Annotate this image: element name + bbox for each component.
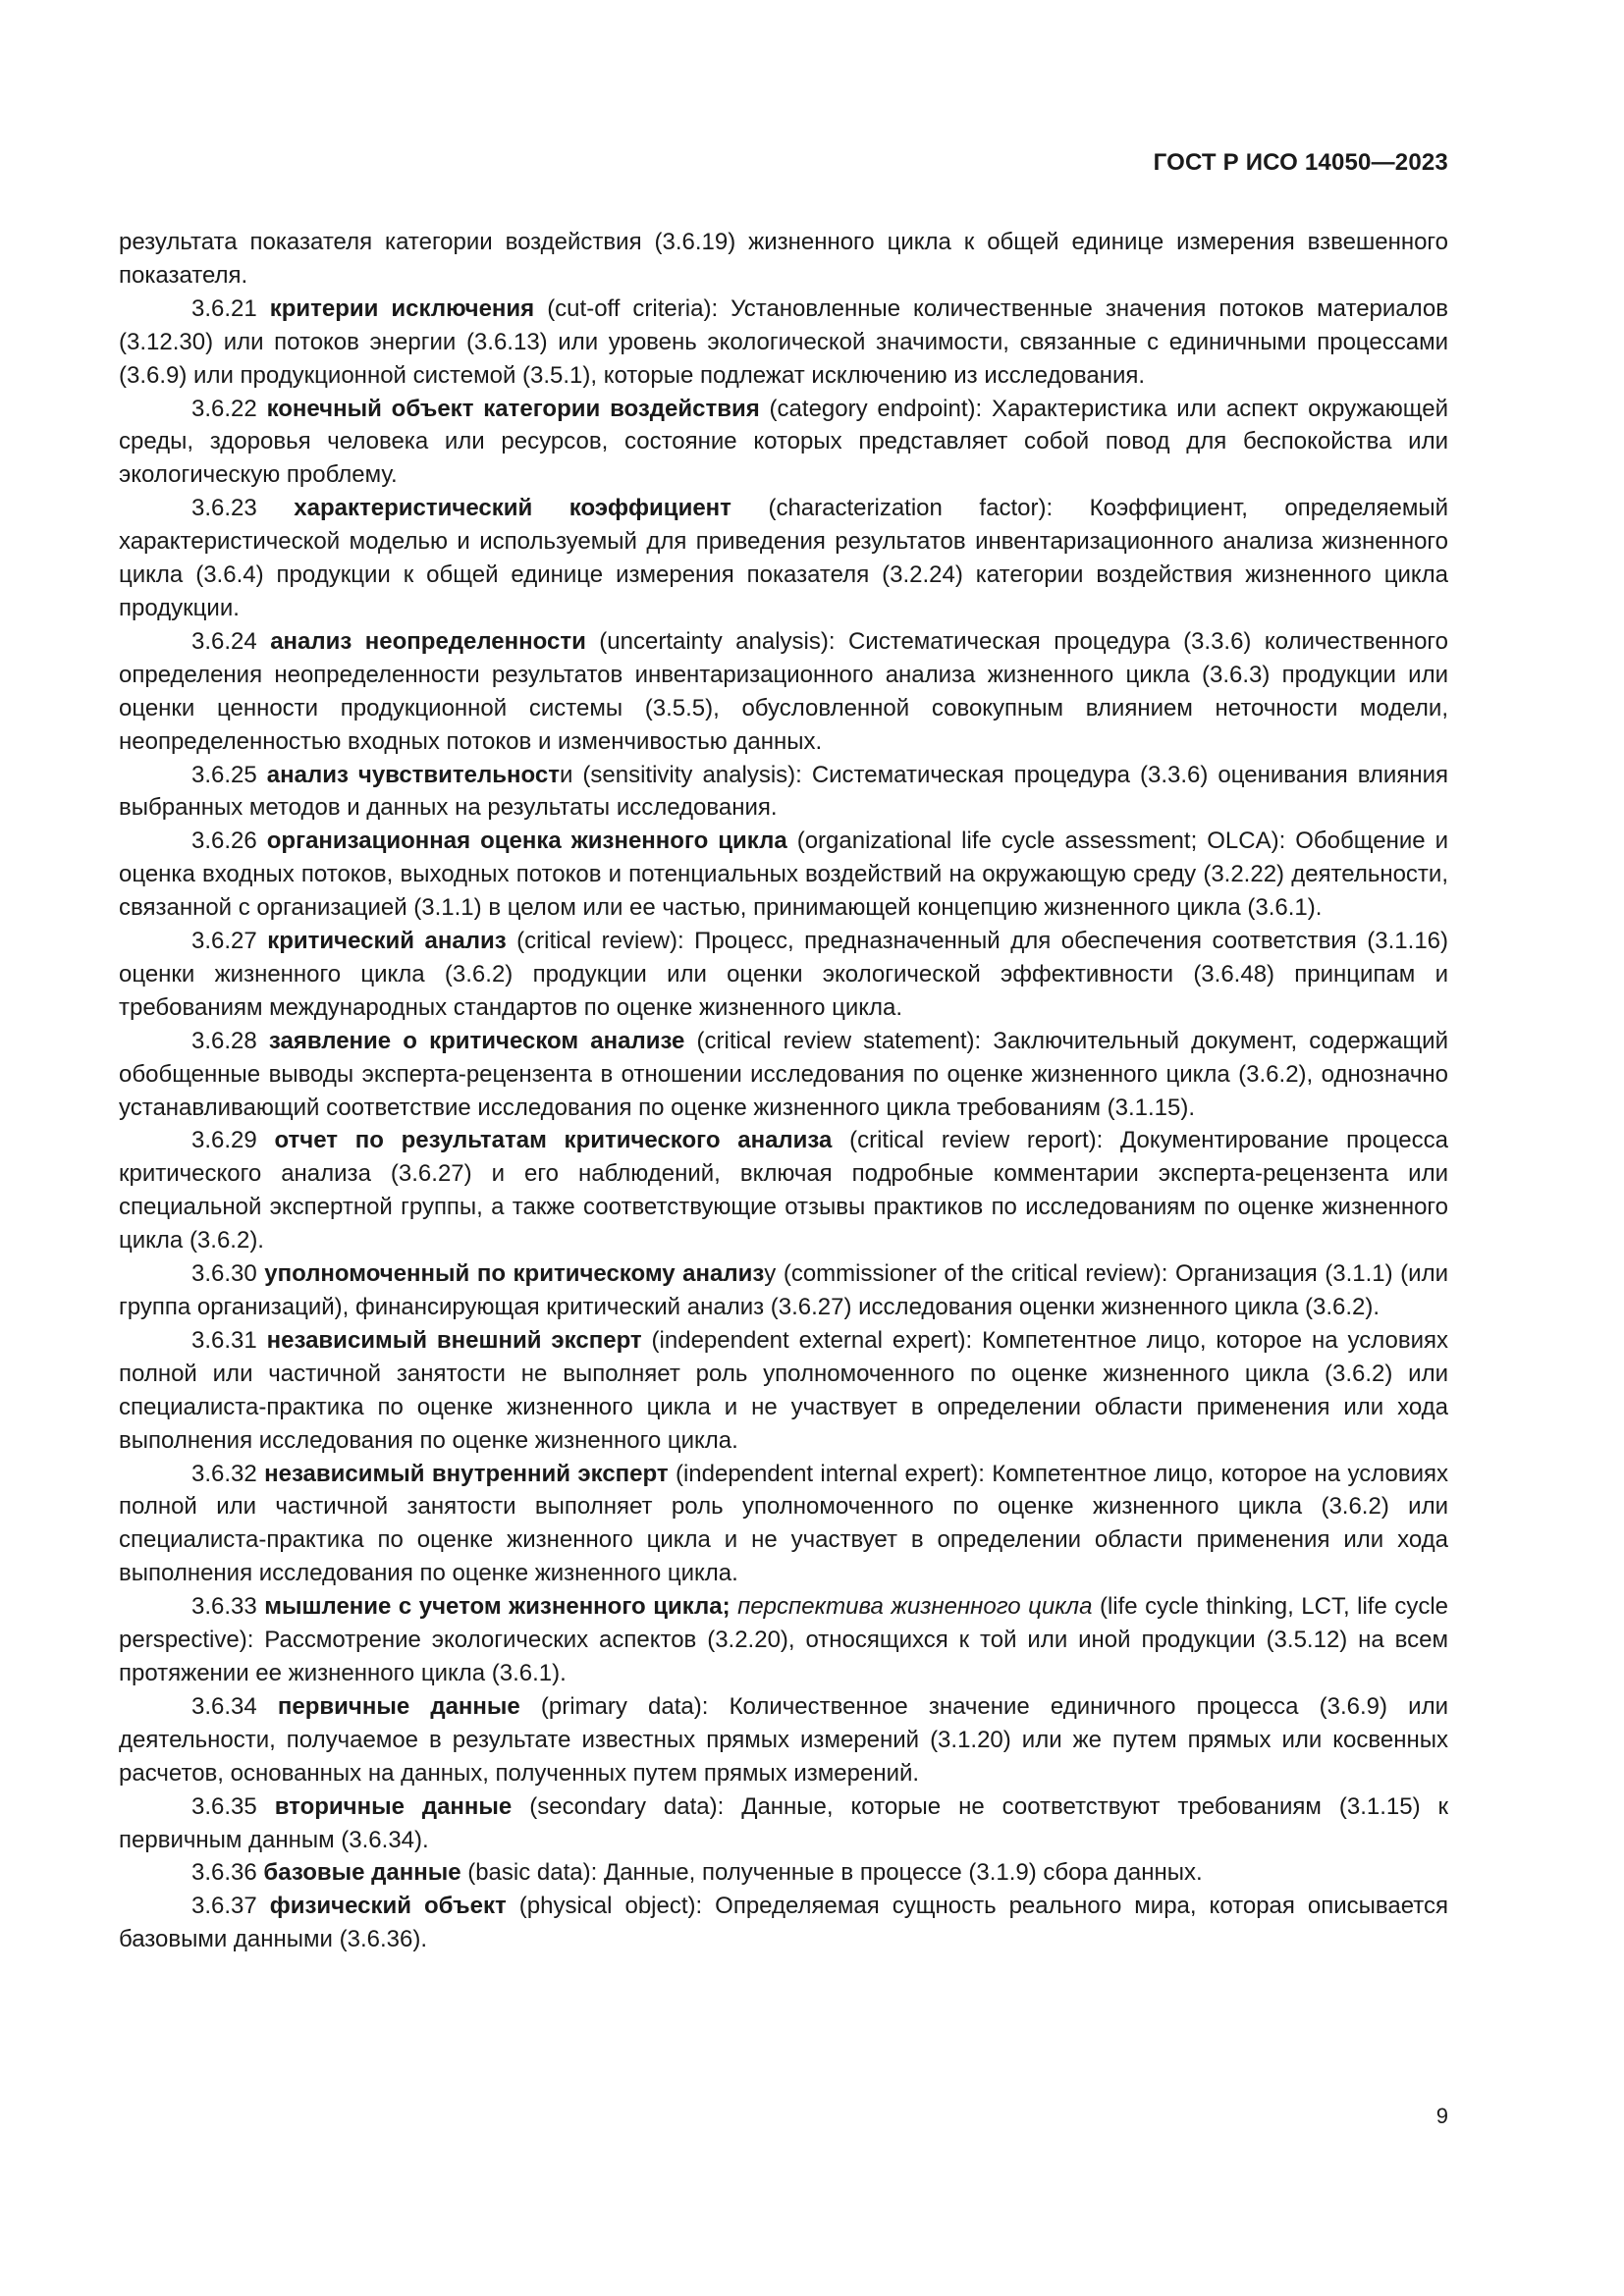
term-title: физический объект bbox=[269, 1893, 507, 1920]
term-title: уполномоченный по критическому анализ bbox=[264, 1260, 765, 1288]
term-title: базовые данные bbox=[263, 1859, 461, 1887]
term-title: анализ чувствительност bbox=[266, 761, 560, 788]
document-header-title: ГОСТ Р ИСО 14050—2023 bbox=[1153, 149, 1448, 176]
term-definition: (basic data): Данные, полученные в процессе (3.1.9) сбора данных. bbox=[460, 1859, 1203, 1887]
term-entry bbox=[119, 1890, 1448, 1956]
term-title: заявление о критическом анализе bbox=[268, 1027, 685, 1054]
term-entry bbox=[119, 759, 1448, 826]
term-definition: (physical object): Определяемая сущность реального мира, которая описывается базовыми данными (3.6.36). bbox=[119, 1893, 1448, 1953]
term-entry bbox=[119, 1257, 1448, 1324]
term-definition: (independent internal expert): Компетентное лицо, которое на условиях полной или частичной занятости выполняет роль уполномоченного по оценке жизненного цикла (3.6.2) или специалиста-практика по оценке жизненного цикла и не участвует в определении области применения или хода выполнения исследования по оценке жизненного цикла. bbox=[119, 1460, 1448, 1587]
term-title: критерии исключения bbox=[269, 294, 535, 322]
term-definition: (characterization factor): Коэффициент, определяемый характеристической моделью и используемый для приведения результатов инвентаризационного анализа жизненного цикла (3.6.4) продукции к общей единице измерения показателя (3.2.24) категории воздействия жизненного цикла продукции. bbox=[119, 495, 1449, 621]
term-title: первичные данные bbox=[277, 1692, 520, 1720]
term-definition: (uncertainty analysis): Систематическая процедура (3.3.6) количественного определения неопределенности результатов инвентаризационного анализа жизненного цикла (3.6.3) продукции или оценки ценности продукционной системы (3.5.5), обусловленной совокупным влиянием неточности модели, неопределенностью входных потоков и изменчивостью данных. bbox=[119, 627, 1448, 755]
term-definition: и (sensitivity analysis): Систематическая процедура (3.3.6) оценивания влияния выбранных методов и данных на результаты исследования. bbox=[119, 761, 1448, 822]
term-entry bbox=[119, 1324, 1448, 1458]
term-entry bbox=[119, 1025, 1448, 1125]
term-synonym: перспектива жизненного цикла bbox=[730, 1593, 1093, 1621]
term-title: конечный объект категории воздействия bbox=[266, 395, 760, 422]
term-entry bbox=[119, 293, 1448, 393]
term-definition: (secondary data): Данные, которые не соответствуют требованиям (3.1.15) к первичным данным (3.6.34). bbox=[119, 1792, 1449, 1853]
term-definition: (cut-off criteria): Установленные количественные значения потоков материалов (3.12.30) или потоков энергии (3.6.13) или уровень экологической значимости, связанные с единичными процессами (3.6.9) или продукционной системой (3.5.1), которые подлежат исключению из исследования. bbox=[119, 294, 1449, 389]
term-definition: (category endpoint): Характеристика или аспект окружающей среды, здоровья человека или ресурсов, состояние которых представляет собой повод для беспокойства или экологическую проблему. bbox=[119, 395, 1448, 489]
term-definition: (critical review): Процесс, предназначенный для обеспечения соответствия (3.1.16) оценки жизненного цикла (3.6.2) продукции или оценки экологической эффективности (3.6.48) принципам и требованиям международных стандартов по оценке жизненного цикла. bbox=[119, 928, 1449, 1021]
term-entry bbox=[119, 1690, 1448, 1790]
term-definition: (critical review statement): Заключительный документ, содержащий обобщенные выводы эксперта-рецензента в отношении исследования по оценке жизненного цикла (3.6.2), однозначно устанавливающий соответствие исследования по оценке жизненного цикла требованиям (3.1.15). bbox=[119, 1027, 1448, 1121]
term-number: 3.6.26 bbox=[191, 828, 257, 855]
term-number: 3.6.35 bbox=[191, 1792, 257, 1820]
term-entry bbox=[119, 825, 1448, 925]
term-definition: (independent external expert): Компетентное лицо, которое на условиях полной или частичной занятости не выполняет роль уполномоченного по оценке жизненного цикла (3.6.2) или специалиста-практика по оценке жизненного цикла и не участвует в определении области применения или хода выполнения исследования по оценке жизненного цикла. bbox=[119, 1326, 1448, 1454]
term-definition: у (commissioner of the critical review): Организация (3.1.1) (или группа организаций), финансирующая критический анализ (3.6.27) исследования оценки жизненного цикла (3.6.2). bbox=[119, 1260, 1448, 1320]
term-entry bbox=[119, 1124, 1448, 1257]
term-title: организационная оценка жизненного цикла bbox=[266, 828, 787, 855]
term-definition: (primary data): Количественное значение единичного процесса (3.6.9) или деятельности, получаемое в результате известных прямых измерений (3.1.20) или же путем прямых или косвенных расчетов, основанных на данных, полученных путем прямых измерений. bbox=[119, 1692, 1448, 1787]
document-body bbox=[119, 226, 1448, 1956]
term-definition: (organizational life cycle assessment; OLCA): Обобщение и оценка входных потоков, выходных потоков и потенциальных воздействий на окружающую среду (3.2.22) деятельности, связанной с организацией (3.1.1) в целом или ее частью, принимающей концепцию жизненного цикла (3.6.1). bbox=[119, 828, 1449, 922]
continuation-paragraph: результата показателя категории воздействия (3.6.19) жизненного цикла к общей единице измерения взвешенного показателя. bbox=[119, 229, 1448, 289]
term-entry bbox=[119, 1790, 1448, 1857]
term-number: 3.6.23 bbox=[191, 495, 257, 522]
term-entry bbox=[119, 492, 1448, 625]
term-entry bbox=[119, 1458, 1448, 1591]
term-number: 3.6.21 bbox=[191, 294, 257, 322]
term-title: вторичные данные bbox=[274, 1792, 513, 1820]
term-entry bbox=[119, 1856, 1448, 1890]
term-entry bbox=[119, 925, 1448, 1025]
term-number: 3.6.30 bbox=[191, 1260, 257, 1288]
term-number: 3.6.32 bbox=[191, 1460, 257, 1487]
term-number: 3.6.25 bbox=[191, 761, 257, 788]
term-number: 3.6.27 bbox=[191, 928, 257, 955]
term-definition: (life cycle thinking, LCT, life cycle perspective): Рассмотрение экологических аспектов (3.2.20), относящихся к той или иной продукции (3.5.12) на всем протяжении ее жизненного цикла (3.6.1). bbox=[119, 1593, 1449, 1686]
term-number: 3.6.34 bbox=[191, 1692, 257, 1720]
term-entry bbox=[119, 625, 1448, 759]
term-entry bbox=[119, 1590, 1448, 1690]
term-title: анализ неопределенности bbox=[270, 627, 586, 655]
term-number: 3.6.33 bbox=[191, 1593, 257, 1621]
term-title: независимый внешний эксперт bbox=[266, 1326, 642, 1354]
term-title: отчет по результатам критического анализа bbox=[274, 1127, 833, 1154]
term-number: 3.6.28 bbox=[191, 1027, 257, 1054]
page-number: 9 bbox=[1435, 2104, 1448, 2128]
term-definition: (critical review report): Документирование процесса критического анализа (3.6.27) и его наблюдений, включая подробные комментарии эксперта-рецензента или специальной экспертной группы, а также соответствующие отзывы практиков по исследованиям по оценке жизненного цикла (3.6.2). bbox=[119, 1127, 1448, 1255]
term-title: независимый внутренний эксперт bbox=[264, 1460, 669, 1487]
term-number: 3.6.36 bbox=[191, 1859, 257, 1887]
term-entry bbox=[119, 393, 1448, 493]
term-number: 3.6.37 bbox=[191, 1893, 257, 1920]
term-number: 3.6.22 bbox=[191, 395, 257, 422]
term-number: 3.6.29 bbox=[191, 1127, 257, 1154]
term-title: характеристический коэффициент bbox=[294, 495, 731, 522]
term-title: критический анализ bbox=[267, 928, 507, 955]
term-number: 3.6.24 bbox=[191, 627, 257, 655]
term-number: 3.6.31 bbox=[191, 1326, 257, 1354]
term-title: мышление с учетом жизненного цикла; bbox=[264, 1593, 731, 1621]
